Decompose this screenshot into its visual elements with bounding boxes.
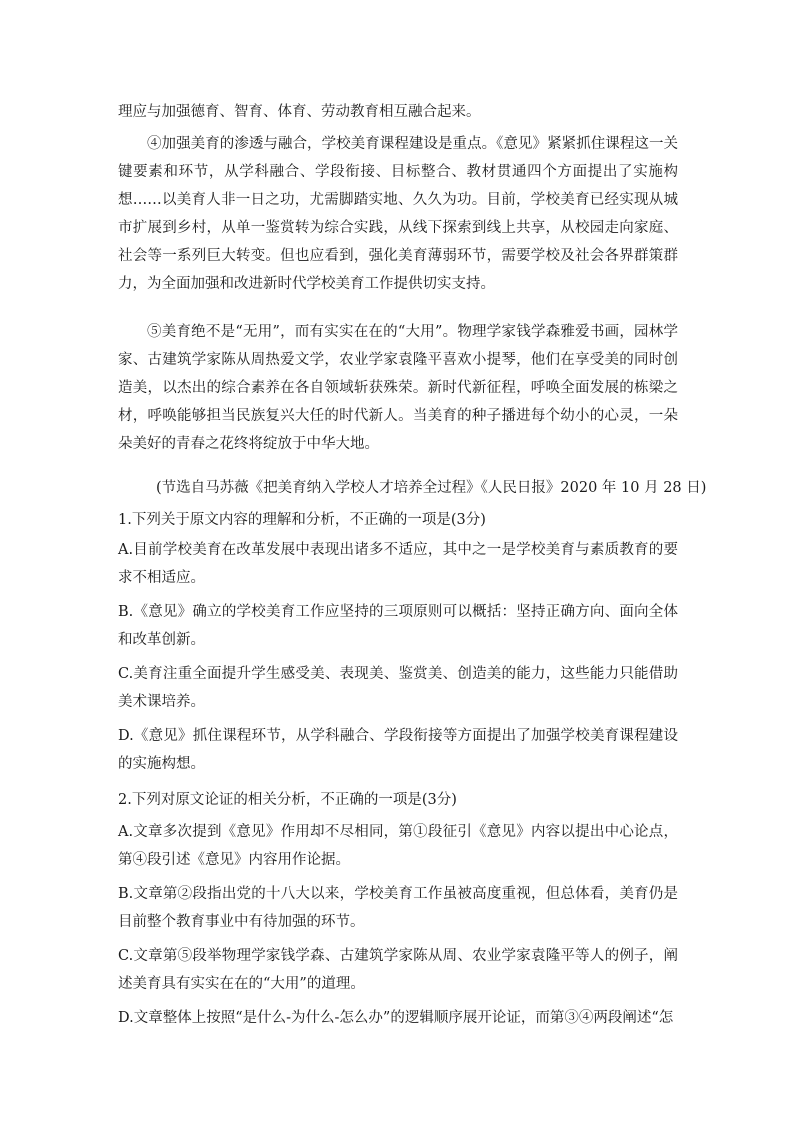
paragraph-4: ④加强美育的渗透与融合，学校美育课程建设是重点。《意见》紧紧抓住课程这一关键要素和环节，从学科融合、学段衔接、目标整合、教材贯通四个方面提出了实施构想……以美育人非一日之功，尤需脚踏实地、久久为功。目前，学校美育已经实现从城市扩展到乡村，从单一鉴赏转为综合实践，从线下探索到线上共享，从校园走向家庭、社会等一系列巨大转变。但也应看到，强化美育薄弱环节，需要学校及社会各界群策群力，为全面加强和改进新时代学校美育工作提供切实支持。 <box>118 136 678 292</box>
source-citation: (节选自马苏薇《把美育纳入学校人才培养全过程》《人民日报》2020 年 10 月 28 日) <box>156 480 707 496</box>
question-1-option-d: D.《意见》抓住课程环节，从学科融合、学段衔接等方面提出了加强学校美育课程建设的实施构想。 <box>118 728 678 772</box>
question-1-option-a: A.目前学校美育在改革发展中表现出诸多不适应，其中之一是学校美育与素质教育的要求不相适应。 <box>118 542 678 586</box>
paragraph-5: ⑤美育绝不是“无用”，而有实实在在的“大用”。物理学家钱学森雅爱书画，园林学家、古建筑学家陈从周热爱文学，农业学家袁隆平喜欢小提琴，他们在享受美的同时创造美，以杰出的综合素养在各自领域斩获殊荣。新时代新征程，呼唤全面发展的栋梁之材，呼唤能够担当民族复兴大任的时代新人。当美育的种子播进每个幼小的心灵，一朵朵美好的青春之花终将绽放于中华大地。 <box>118 324 678 452</box>
question-2-option-c: C.文章第⑤段举物理学家钱学森、古建筑学家陈从周、农业学家袁隆平等人的例子，阐述美育具有实实在在的“大用”的道理。 <box>118 948 678 992</box>
question-1-option-c: C.美育注重全面提升学生感受美、表现美、鉴赏美、创造美的能力，这些能力只能借助美术课培养。 <box>118 666 678 710</box>
question-1-stem: 1.下列关于原文内容的理解和分析，不正确的一项是(3分) <box>118 512 486 528</box>
question-1-option-b: B.《意见》确立的学校美育工作应坚持的三项原则可以概括：坚持正确方向、面向全体和改革创新。 <box>118 604 678 648</box>
question-2-stem: 2.下列对原文论证的相关分析，不正确的一项是(3分) <box>118 792 457 808</box>
question-2-option-d: D.文章整体上按照“是什么-为什么-怎么办”的逻辑顺序展开论证，而第③④两段阐述“怎 <box>118 1010 674 1026</box>
paragraph-continuation: 理应与加强德育、智育、体育、劳动教育相互融合起来。 <box>118 104 481 120</box>
question-2-option-b: B.文章第②段指出党的十八大以来，学校美育工作虽被高度重视，但总体看，美育仍是目前整个教育事业中有待加强的环节。 <box>118 886 678 930</box>
question-2-option-a: A.文章多次提到《意见》作用却不尽相同，第①段征引《意见》内容以提出中心论点，第④段引述《意见》内容用作论据。 <box>118 824 678 868</box>
